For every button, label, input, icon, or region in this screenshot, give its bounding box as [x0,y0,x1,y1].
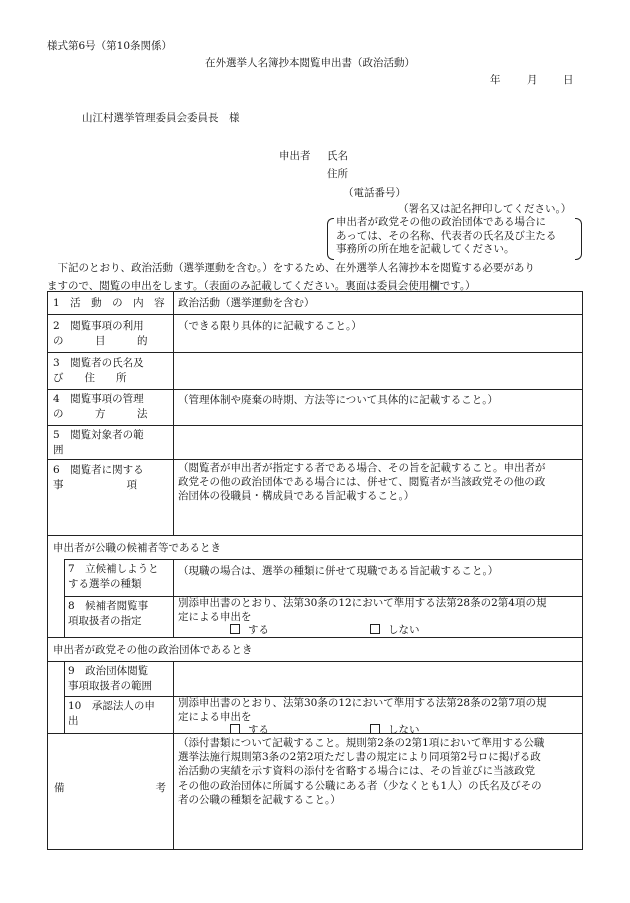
row3-label [53,356,171,386]
row8-option-yes[interactable] [230,624,269,638]
row2-label-line: の 目 的 [53,335,148,348]
row6-value [178,461,582,504]
row9-label-line: 9 政治団体閲覧 [68,665,149,677]
row2-value: （できる限り具体的に記載すること。） [178,320,362,332]
row8-option-yes-label: する [248,624,269,637]
row10-value-line: 定による申出を [178,710,252,723]
row8-label [68,599,171,629]
form-title: 在外選挙人名簿抄本閲覧申出書（政治活動） [205,57,415,69]
row10-label-line: 出 [68,715,79,728]
row6-label-line: 事 項 [53,479,137,492]
row1-label: 1 活 動 の 内 容 [53,297,165,309]
row8-label-line: 8 候補者閲覧事 [68,600,149,612]
application-table [47,291,583,850]
row7-label [68,562,171,592]
row5-label-line: 囲 [53,444,64,457]
row1-value: 政治活動（選挙運動を含む） [178,297,315,309]
row8-label-line: 項取扱者の指定 [68,615,142,628]
checkbox[interactable] [370,624,380,634]
row4-value: （管理体制や廃棄の時期、方法等について具体的に記載すること。） [178,394,499,406]
row10-option-no-label: しない [388,724,420,737]
row8-options [178,624,582,638]
row2-label-line: 2 閲覧事項の利用 [53,320,144,332]
applicant-label: 申出者 [279,150,311,162]
remarks-label [54,781,166,796]
row6-label-line: 6 閲覧者に関する [53,464,144,476]
bracket-note [336,216,556,257]
remarks-value-line: 者の公職の種類を記載すること。） [178,793,341,806]
row10-value [178,697,582,738]
party-section-heading: 申出者が政党その他の政治団体であるとき [53,644,253,656]
row9-label [68,664,171,694]
remarks-label-char: 備 [54,782,65,794]
row6-label [53,463,171,493]
row3-label-line: 3 閲覧者の氏名及 [53,357,144,369]
bracket-note-line: 事務所の所在地を記載してください。 [336,243,515,256]
remarks-value-line: その他の政治団体に所属する公職にある者（少なくとも1人）の氏名及びその [178,779,542,792]
row5-label-line: 5 閲覧対象者の範 [53,429,144,441]
row5-label [53,428,171,458]
row8-option-no-label: しない [388,624,420,637]
checkbox[interactable] [230,724,240,734]
row7-value: （現職の場合は、選挙の種類に併せて現職である旨記載すること。） [178,565,499,577]
date-year: 年 [490,74,501,86]
row10-label-line: 10 承認法人の申 [68,700,155,712]
row6-value-line: （閲覧者が申出者が指定する者である場合、その旨を記載すること。申出者が [178,462,546,474]
bracket-left [327,218,334,260]
row6-value-line: 治団体の役職員・構成員である旨記載すること。） [178,490,415,503]
remarks-value-line: 選挙法施行規則第3条の2第2項ただし書の規定により同項第2号ロに掲げる政 [178,751,541,764]
remarks-label-char: 考 [155,782,166,794]
signature-note: （署名又は記名押印してください。） [398,203,572,215]
row8-value-line: 定による申出を [178,610,252,623]
row8-value-line: 別添申出書のとおり、法第30条の12において準用する法第28条の2第4項の規 [178,597,547,609]
remarks-value [178,736,582,807]
date-month: 月 [527,74,538,86]
checkbox[interactable] [370,724,380,734]
date-day: 日 [563,74,574,86]
applicant-address-label: 住所 [327,168,348,180]
row3-label-line: び 住 所 [53,372,127,385]
row2-label [53,319,171,349]
row10-option-yes-label: する [248,724,269,737]
row6-value-line: 政党その他の政治団体である場合には、併せて、閲覧者が当該政党その他の政 [178,476,546,489]
row10-value-line: 別添申出書のとおり、法第30条の12において準用する法第28条の2第7項の規 [178,697,547,709]
addressee: 山江村選挙管理委員会委員長 様 [82,112,240,124]
bracket-note-line: 申出者が政党その他の政治団体である場合に [336,216,546,228]
remarks-value-line: （添付書類について記載すること。規則第2条の2第1項において準用する公職 [178,737,545,749]
row7-label-line: 7 立候補しようと [68,563,159,575]
bracket-right [575,218,582,260]
row4-label-line: の 方 法 [53,408,148,421]
applicant-name-label: 氏名 [327,150,348,162]
row4-label-line: 4 閲覧事項の管理 [53,393,144,405]
checkbox[interactable] [230,624,240,634]
intro-line-1: 下記のとおり、政治活動（選挙運動を含む。）をするため、在外選挙人名簿抄本を閲覧する必要があり [47,262,535,274]
intro-line-2: ますので、閲覧の申出をします。（表面のみ記載してください。裏面は委員会使用欄です。） [47,280,476,292]
row4-label [53,392,171,422]
row8-value [178,597,582,638]
row9-label-line: 事項取扱者の範囲 [68,680,152,693]
row10-label [68,699,171,729]
row7-label-line: する選挙の種類 [68,578,142,591]
form-number: 様式第6号（第10条関係） [47,40,173,52]
remarks-value-line: 治活動の実績を示す資料の添付を省略する場合には、その旨並びに当該政党 [178,765,535,778]
candidate-section-heading: 申出者が公職の候補者等であるとき [53,542,221,554]
applicant-phone-label: （電話番号） [343,187,406,199]
bracket-note-line: あっては、その名称、代表者の氏名及び主たる [336,229,557,242]
row8-option-no[interactable] [370,624,420,638]
